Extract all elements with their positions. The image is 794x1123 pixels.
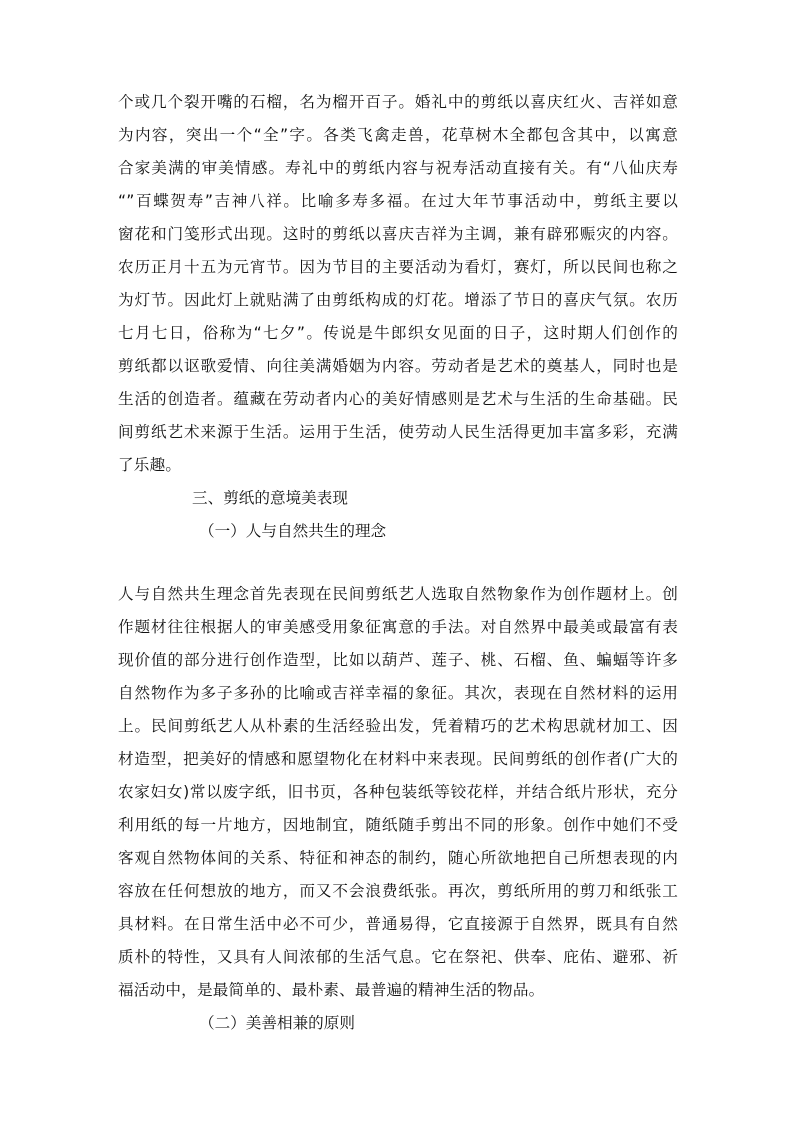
paragraph-line: 农历正月十五为元宵节。因为节目的主要活动为看灯，赛灯，所以民间也称之 <box>118 258 678 276</box>
paragraph-line: 容放在任何想放的地方，而又不会浪费纸张。再次，剪纸所用的剪刀和纸张工 <box>118 882 678 900</box>
paragraph-line: 为灯节。因此灯上就贴满了由剪纸构成的灯花。增添了节日的喜庆气氛。农历 <box>118 291 678 309</box>
paragraph-line: 合家美满的审美情感。寿礼中的剪纸内容与祝寿活动直接有关。有“八仙庆寿 <box>118 159 678 177</box>
paragraph-line: 作题材往往根据人的审美感受用象征寓意的手法。对自然界中最美或最富有表 <box>118 618 678 636</box>
paragraph-line: 现价值的部分进行创作造型，比如以葫芦、莲子、桃、石榴、鱼、蝙蝠等许多 <box>118 651 678 669</box>
paragraph-line: 客观自然物体间的关系、特征和神态的制约，随心所欲地把自己所想表现的内 <box>118 849 678 867</box>
paragraph-line: 七月七日，俗称为“七夕”。传说是牛郎织女见面的日子，这时期人们创作的 <box>118 324 678 342</box>
paragraph-line: 农家妇女)常以废字纸，旧书页，各种包装纸等铰花样，并结合纸片形状，充分 <box>118 783 678 801</box>
paragraph-line: 为内容，突出一个“全”字。各类飞禽走兽，花草树木全都包含其中，以寓意 <box>118 126 678 144</box>
paragraph-line: 利用纸的每一片地方，因地制宜，随纸随手剪出不同的形象。创作中她们不受 <box>118 816 678 834</box>
paragraph-line: 自然物作为多子多孙的比喻或吉祥幸福的象征。其次，表现在自然材料的运用 <box>118 684 678 702</box>
paragraph-line: “”百蝶贺寿”吉神八祥。比喻多寿多福。在过大年节事活动中，剪纸主要以 <box>118 192 678 210</box>
paragraph-line: 具材料。在日常生活中必不可少，普通易得，它直接源于自然界，既具有自然 <box>118 915 678 933</box>
paragraph-line: 个或几个裂开嘴的石榴，名为榴开百子。婚礼中的剪纸以喜庆红火、吉祥如意 <box>118 93 678 111</box>
paragraph-line: 福活动中，是最简单的、最朴素、最普遍的精神生活的物品。 <box>118 981 545 999</box>
section-heading: 三、剪纸的意境美表现 <box>192 489 348 507</box>
subsection-heading: （二）美善相兼的原则 <box>199 1014 355 1032</box>
paragraph-line: 了乐趣。 <box>118 456 182 474</box>
paragraph-line: 上。民间剪纸艺人从朴素的生活经验出发，凭着精巧的艺术构思就材加工、因 <box>118 717 678 735</box>
paragraph-line: 质朴的特性，又具有人间浓郁的生活气息。它在祭祀、供奉、庇佑、避邪、祈 <box>118 948 678 966</box>
paragraph-line: 材造型，把美好的情感和愿望物化在材料中来表现。民间剪纸的创作者(广大的 <box>118 750 678 768</box>
paragraph-line: 人与自然共生理念首先表现在民间剪纸艺人选取自然物象作为创作题材上。创 <box>118 585 678 603</box>
subsection-heading: （一）人与自然共生的理念 <box>199 522 387 540</box>
paragraph-line: 间剪纸艺术来源于生活。运用于生活，使劳动人民生活得更加丰富多彩，充满 <box>118 423 678 441</box>
paragraph-line: 生活的创造者。蕴藏在劳动者内心的美好情感则是艺术与生活的生命基础。民 <box>118 390 678 408</box>
paragraph-line: 窗花和门笺形式出现。这时的剪纸以喜庆吉祥为主调，兼有辟邪赈灾的内容。 <box>118 225 678 243</box>
paragraph-line: 剪纸都以讴歌爱情、向往美满婚姻为内容。劳动者是艺术的奠基人，同时也是 <box>118 357 678 375</box>
